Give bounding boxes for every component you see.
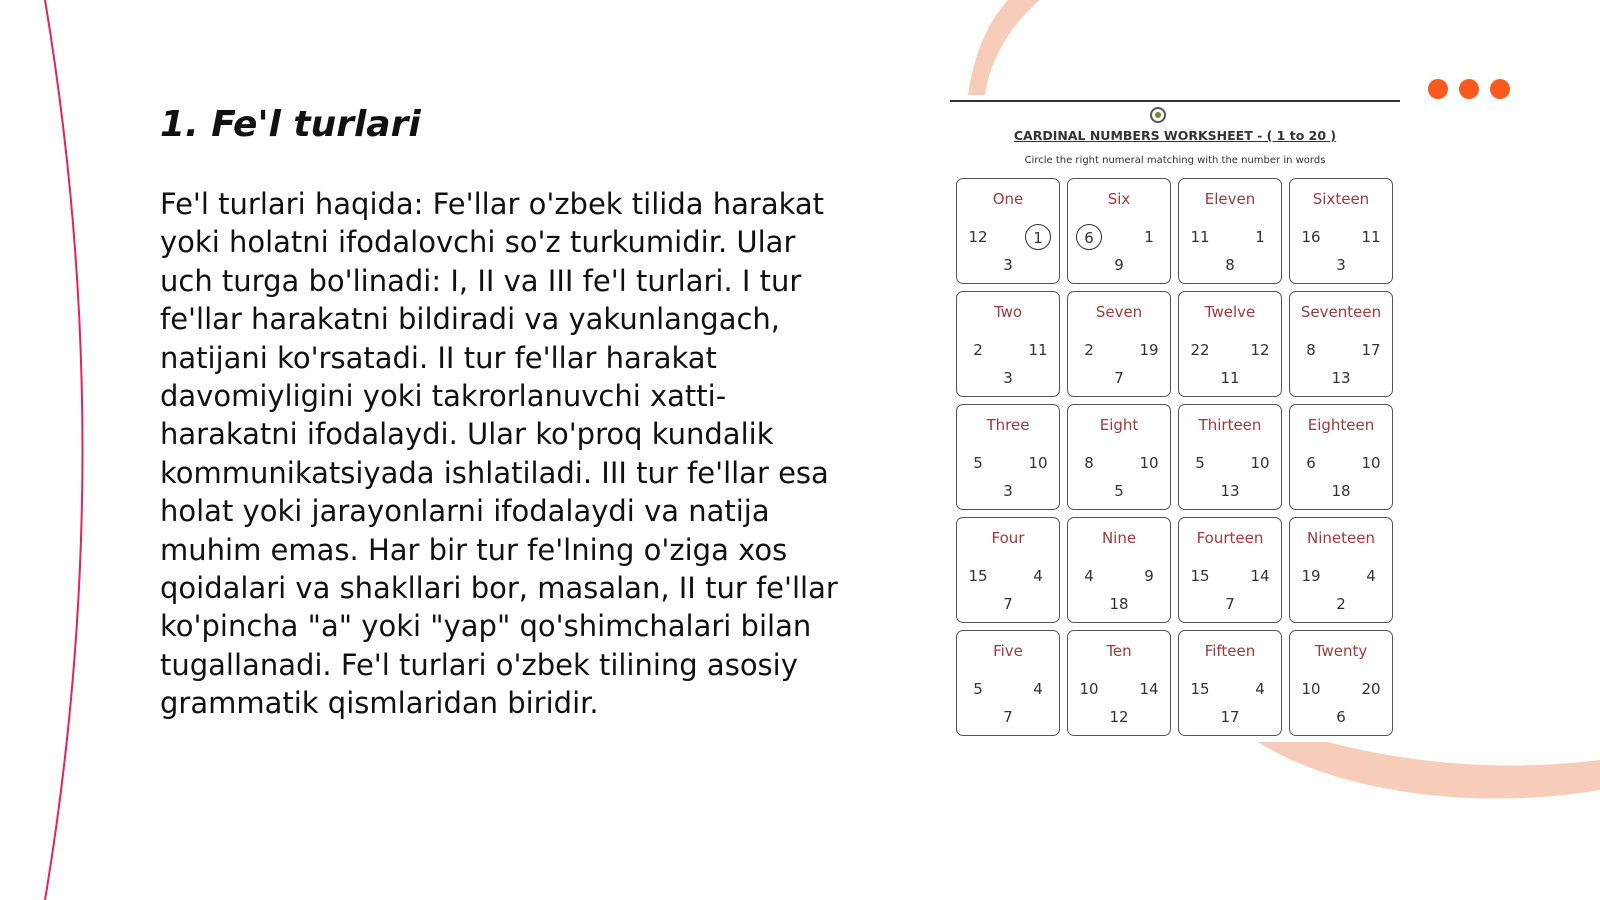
worksheet-cell xyxy=(1067,291,1171,397)
cell-number-left: 8 xyxy=(1084,454,1094,472)
cell-number-right: 11 xyxy=(1028,341,1048,359)
cell-word: Six xyxy=(1107,190,1131,208)
cell-number-right: 20 xyxy=(1361,680,1381,698)
decorative-dots xyxy=(1428,79,1510,99)
cell-number-right: 9 xyxy=(1144,567,1154,585)
cell-number-bottom: 6 xyxy=(1336,708,1346,726)
worksheet-cell xyxy=(956,630,1060,736)
cell-number-bottom: 7 xyxy=(1114,369,1124,387)
cell-number-bottom: 7 xyxy=(1003,595,1013,613)
worksheet-title: CARDINAL NUMBERS WORKSHEET - ( 1 to 20 ) xyxy=(1013,128,1337,143)
cell-word: Fourteen xyxy=(1196,529,1264,547)
cell-number-right: 4 xyxy=(1033,680,1043,698)
left-accent-line xyxy=(45,0,83,900)
cell-number-left: 11 xyxy=(1190,228,1210,246)
cell-word: Ten xyxy=(1106,642,1132,660)
cell-number-bottom: 5 xyxy=(1114,482,1124,500)
cell-number-bottom: 7 xyxy=(1225,595,1235,613)
worksheet-cell xyxy=(1289,517,1393,623)
worksheet-cell xyxy=(1178,517,1282,623)
worksheet-logo-icon xyxy=(1150,107,1166,123)
cell-number-right: 11 xyxy=(1361,228,1381,246)
cell-word: Seven xyxy=(1095,303,1143,321)
cell-number-left: 10 xyxy=(1079,680,1099,698)
worksheet-grid xyxy=(956,178,1393,736)
worksheet-cell xyxy=(1289,404,1393,510)
worksheet-image xyxy=(950,100,1400,742)
cell-word: Five xyxy=(993,642,1023,660)
cell-word: Nineteen xyxy=(1307,529,1375,547)
cell-number-bottom: 7 xyxy=(1003,708,1013,726)
cell-number-left: 19 xyxy=(1301,567,1321,585)
cell-word: Fifteen xyxy=(1204,642,1256,660)
cell-number-right: 4 xyxy=(1033,567,1043,585)
worksheet-cell xyxy=(1289,291,1393,397)
accent-arc-top xyxy=(968,0,1040,95)
cell-number-bottom: 3 xyxy=(1003,369,1013,387)
cell-number-bottom: 11 xyxy=(1220,369,1240,387)
cell-number-bottom: 18 xyxy=(1109,595,1129,613)
worksheet-cell xyxy=(1178,630,1282,736)
cell-number-left: 10 xyxy=(1301,680,1321,698)
cell-number-right: 10 xyxy=(1361,454,1381,472)
worksheet-cell xyxy=(956,291,1060,397)
cell-number-right: 19 xyxy=(1139,341,1159,359)
slide-body-text: Fe'l turlari haqida: Fe'llar o'zbek tilida harakat yoki holatni ifodalovchi so'z turkumidir. Ular uch turga bo'linadi: I, II va III fe'l turlari. I tur fe'llar harakatni bildiradi va yakunlangach, natijani ko'rsatadi. II tur fe'llar harakat davomiyligini yoki takrorlanuvchi xatti-harakatni ifodalaydi. Ular ko'proq kundalik kommunikatsiyada ishlatiladi. III tur fe'llar esa holat yoki jarayonlarni ifodalaydi va natija muhim emas. Har bir tur fe'lning o'ziga xos qoidalari va shakllari bor, masalan, II tur fe'llar ko'pincha "a" yoki "yap" qo'shimchalari bilan tugallanadi. Fe'l turlari o'zbek tilining asosiy grammatik qismlaridan biridir. xyxy=(160,187,838,721)
cell-number-bottom: 12 xyxy=(1109,708,1129,726)
cell-word: Sixteen xyxy=(1312,190,1370,208)
cell-number-left: 15 xyxy=(1190,567,1210,585)
dot-icon xyxy=(1459,79,1479,99)
cell-number-bottom: 2 xyxy=(1336,595,1346,613)
worksheet-cell xyxy=(956,517,1060,623)
cell-number-right: 14 xyxy=(1139,680,1159,698)
worksheet-cell xyxy=(1067,630,1171,736)
cell-number-left: 22 xyxy=(1190,341,1210,359)
worksheet-cell xyxy=(1067,517,1171,623)
cell-number-right: 1 xyxy=(1255,228,1265,246)
worksheet-cell xyxy=(1067,178,1171,284)
cell-word: Eight xyxy=(1099,416,1139,434)
cell-number-right: 12 xyxy=(1250,341,1270,359)
cell-number-right: 17 xyxy=(1361,341,1381,359)
cell-number-right: 4 xyxy=(1366,567,1376,585)
cell-word: Eleven xyxy=(1204,190,1256,208)
cell-number-left: 8 xyxy=(1306,341,1316,359)
cell-word: Nine xyxy=(1101,529,1137,547)
cell-number-bottom: 18 xyxy=(1331,482,1351,500)
worksheet-cell xyxy=(1289,630,1393,736)
cell-number-left: 2 xyxy=(973,341,983,359)
cell-number-right: 10 xyxy=(1028,454,1048,472)
cell-number-bottom: 3 xyxy=(1003,256,1013,274)
cell-word: Seventeen xyxy=(1300,303,1382,321)
cell-number-right: 1 xyxy=(1144,228,1154,246)
cell-number-right: 10 xyxy=(1250,454,1270,472)
cell-word: Twelve xyxy=(1204,303,1256,321)
dot-icon xyxy=(1490,79,1510,99)
cell-number-right: 4 xyxy=(1255,680,1265,698)
cell-word: Two xyxy=(993,303,1023,321)
slide-title: 1. Fe'l turlari xyxy=(160,104,421,145)
worksheet-cell xyxy=(1178,291,1282,397)
cell-number-left: 16 xyxy=(1301,228,1321,246)
cell-number-bottom: 8 xyxy=(1225,256,1235,274)
cell-number-right: 1 xyxy=(1025,224,1051,250)
cell-word: Twenty xyxy=(1314,642,1368,660)
worksheet-cell xyxy=(956,178,1060,284)
cell-word: Thirteen xyxy=(1198,416,1262,434)
cell-number-left: 15 xyxy=(968,567,988,585)
worksheet-cell xyxy=(1178,178,1282,284)
cell-number-bottom: 3 xyxy=(1003,482,1013,500)
worksheet-cell xyxy=(1067,404,1171,510)
cell-number-left: 12 xyxy=(968,228,988,246)
cell-number-left: 2 xyxy=(1084,341,1094,359)
cell-number-bottom: 13 xyxy=(1220,482,1240,500)
worksheet-cell xyxy=(1289,178,1393,284)
worksheet-cell xyxy=(1178,404,1282,510)
cell-number-right: 14 xyxy=(1250,567,1270,585)
cell-word: Eighteen xyxy=(1307,416,1375,434)
cell-number-bottom: 3 xyxy=(1336,256,1346,274)
cell-number-left: 5 xyxy=(973,454,983,472)
cell-word: Four xyxy=(991,529,1025,547)
cell-number-right: 10 xyxy=(1139,454,1159,472)
cell-number-left: 4 xyxy=(1084,567,1094,585)
cell-word: One xyxy=(992,190,1024,208)
cell-number-left: 15 xyxy=(1190,680,1210,698)
dot-icon xyxy=(1428,79,1448,99)
cell-number-bottom: 17 xyxy=(1220,708,1240,726)
cell-number-left: 6 xyxy=(1076,224,1102,250)
cell-number-left: 6 xyxy=(1306,454,1316,472)
cell-number-left: 5 xyxy=(973,680,983,698)
cell-number-bottom: 9 xyxy=(1114,256,1124,274)
worksheet-cell xyxy=(956,404,1060,510)
cell-number-bottom: 13 xyxy=(1331,369,1351,387)
cell-number-left: 5 xyxy=(1195,454,1205,472)
cell-word: Three xyxy=(986,416,1030,434)
worksheet-instruction: Circle the right numeral matching with the number in words xyxy=(1024,155,1326,166)
